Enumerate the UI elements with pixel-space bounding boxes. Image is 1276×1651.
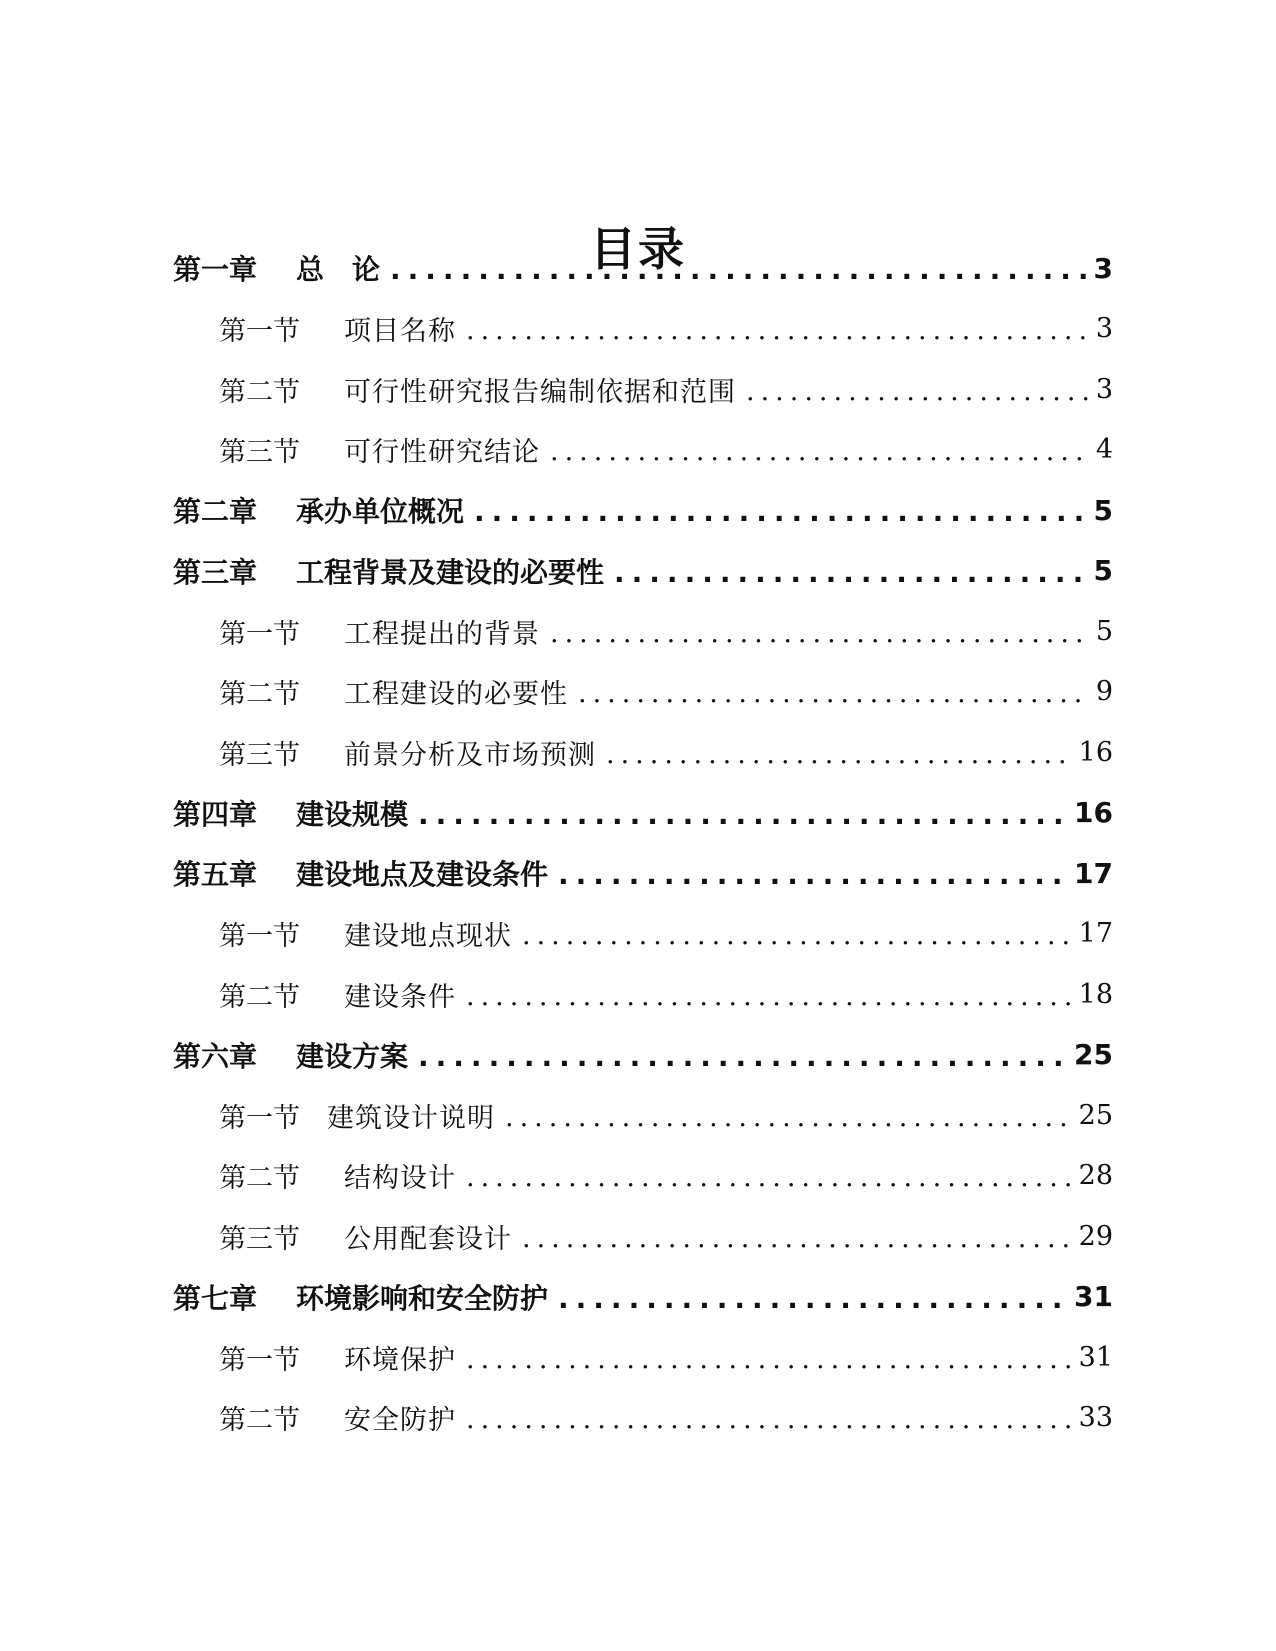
toc-entry-label: 第七章 (173, 1281, 258, 1315)
toc-dot-leader (614, 559, 1088, 587)
toc-entry-title: 公用配套设计 (344, 1223, 512, 1255)
toc-section-entry[interactable] (173, 904, 1113, 965)
toc-dot-leader (746, 378, 1090, 405)
toc-dot-leader (578, 680, 1090, 707)
toc-entry-title: 建设地点及建设条件 (296, 858, 549, 892)
toc-entry-label: 第二节 (219, 679, 300, 711)
toc-chapter-entry[interactable] (173, 480, 1113, 541)
toc-page-number: 3 (1095, 313, 1113, 345)
toc-section-entry[interactable] (173, 1146, 1113, 1207)
toc-entry-label: 第四章 (173, 797, 258, 831)
toc-page-number: 25 (1074, 1038, 1113, 1072)
toc-dot-leader (606, 741, 1073, 768)
toc-title: 目录 (590, 221, 686, 276)
toc-section-entry[interactable] (173, 299, 1113, 360)
toc-entry-label: 第二节 (219, 1405, 300, 1437)
toc-entry-title: 建设地点现状 (344, 921, 512, 953)
toc-entry-title: 工程背景及建设的必要性 (296, 555, 605, 589)
toc-chapter-entry[interactable] (173, 783, 1113, 844)
toc-entry-title: 项目名称 (344, 316, 456, 348)
toc-entry-label: 第三节 (219, 437, 300, 469)
toc-dot-leader (466, 317, 1090, 344)
toc-entry-label: 第三章 (173, 555, 258, 589)
toc-dot-leader (522, 922, 1073, 949)
toc-dot-leader (390, 256, 1088, 284)
toc-list (173, 238, 1113, 1448)
toc-section-entry[interactable] (173, 722, 1113, 783)
toc-chapter-entry[interactable] (173, 1267, 1113, 1328)
toc-dot-leader (558, 1285, 1068, 1313)
toc-entry-title: 建筑设计说明 (327, 1102, 495, 1134)
toc-entry-title: 环境保护 (344, 1344, 456, 1376)
toc-section-entry[interactable] (173, 1085, 1113, 1146)
toc-section-entry[interactable] (173, 1388, 1113, 1449)
toc-page-number: 18 (1078, 978, 1113, 1010)
toc-dot-leader (466, 1406, 1073, 1433)
toc-entry-label: 第六章 (173, 1039, 258, 1073)
toc-page-number: 25 (1078, 1099, 1113, 1131)
toc-page-number: 17 (1078, 918, 1113, 950)
toc-dot-leader (522, 1225, 1073, 1252)
toc-entry-title: 结构设计 (344, 1163, 456, 1195)
toc-entry-title: 环境影响和安全防护 (296, 1281, 549, 1315)
toc-section-entry[interactable] (173, 662, 1113, 723)
toc-page-number: 28 (1078, 1160, 1113, 1192)
toc-dot-leader (550, 438, 1090, 465)
toc-page-number: 3 (1095, 373, 1113, 405)
toc-page-number: 29 (1078, 1220, 1113, 1252)
toc-entry-title: 安全防护 (344, 1405, 456, 1437)
toc-entry-title: 总 论 (296, 253, 381, 287)
toc-dot-leader (505, 1104, 1073, 1131)
toc-entry-title: 建设条件 (344, 981, 456, 1013)
toc-chapter-entry[interactable] (173, 238, 1113, 299)
toc-entry-label: 第一节 (219, 1102, 300, 1134)
toc-entry-label: 第一节 (219, 618, 300, 650)
toc-entry-label: 第五章 (173, 858, 258, 892)
toc-section-entry[interactable] (173, 420, 1113, 481)
toc-page-number: 3 (1093, 251, 1113, 285)
toc-dot-leader (558, 861, 1068, 889)
toc-entry-title: 可行性研究结论 (344, 437, 540, 469)
toc-chapter-entry[interactable] (173, 1025, 1113, 1086)
toc-page-number: 5 (1093, 493, 1113, 527)
toc-section-entry[interactable] (173, 1327, 1113, 1388)
toc-entry-title: 前景分析及市场预测 (344, 739, 596, 771)
toc-page-number: 31 (1074, 1280, 1113, 1314)
toc-entry-label: 第二节 (219, 376, 300, 408)
toc-page-number: 16 (1078, 736, 1113, 768)
toc-section-entry[interactable] (173, 359, 1113, 420)
toc-page-number: 31 (1078, 1341, 1113, 1373)
toc-entry-label: 第二节 (219, 1163, 300, 1195)
toc-entry-label: 第三节 (219, 739, 300, 771)
toc-dot-leader (418, 1043, 1068, 1071)
toc-entry-label: 第一节 (219, 1344, 300, 1376)
toc-section-entry[interactable] (173, 964, 1113, 1025)
toc-entry-title: 建设规模 (296, 797, 409, 831)
toc-dot-leader (418, 801, 1068, 829)
toc-section-entry[interactable] (173, 1206, 1113, 1267)
toc-page-number: 17 (1074, 856, 1113, 890)
toc-dot-leader (474, 498, 1088, 526)
toc-entry-title: 可行性研究报告编制依据和范围 (344, 376, 736, 408)
toc-page-number: 4 (1095, 434, 1113, 466)
toc-chapter-entry[interactable] (173, 541, 1113, 602)
toc-chapter-entry[interactable] (173, 843, 1113, 904)
toc-dot-leader (550, 620, 1090, 647)
toc-entry-title: 承办单位概况 (296, 495, 465, 529)
toc-entry-label: 第二节 (219, 981, 300, 1013)
toc-section-entry[interactable] (173, 601, 1113, 662)
toc-entry-label: 第三节 (219, 1223, 300, 1255)
toc-entry-label: 第一节 (219, 921, 300, 953)
toc-page-number: 33 (1078, 1402, 1113, 1434)
toc-entry-title: 工程提出的背景 (344, 618, 540, 650)
toc-entry-title: 工程建设的必要性 (344, 679, 568, 711)
toc-page-number: 5 (1095, 615, 1113, 647)
toc-entry-title: 建设方案 (296, 1039, 409, 1073)
toc-entry-label: 第一章 (173, 253, 258, 287)
toc-page-number: 9 (1095, 676, 1113, 708)
toc-entry-label: 第一节 (219, 316, 300, 348)
toc-page-number: 16 (1074, 796, 1113, 830)
toc-entry-label: 第二章 (173, 495, 258, 529)
toc-dot-leader (466, 1164, 1073, 1191)
toc-dot-leader (466, 1346, 1073, 1373)
toc-dot-leader (466, 983, 1073, 1010)
toc-page-number: 5 (1093, 554, 1113, 588)
